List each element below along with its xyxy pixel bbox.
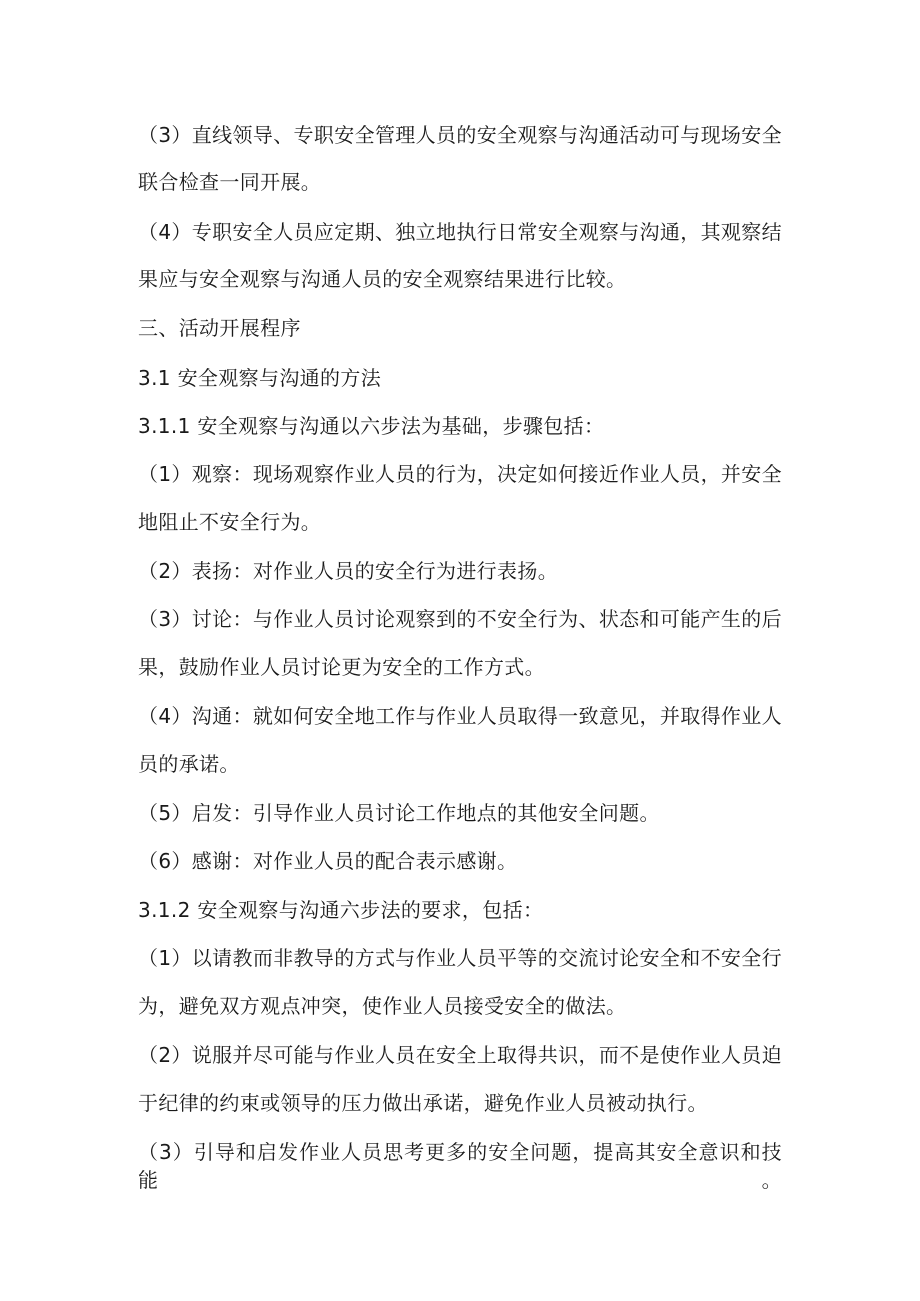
paragraph-line: 于纪律的约束或领导的压力做出承诺，避免作业人员被动执行。: [138, 1091, 708, 1115]
paragraph-line: （2）说服并尽可能与作业人员在安全上取得共识，而不是使作业人员迫: [138, 1043, 782, 1067]
paragraph-line: （2）表扬：对作业人员的安全行为进行表扬。: [138, 559, 559, 583]
paragraph-line: 果，鼓励作业人员讨论更为安全的工作方式。: [138, 655, 545, 679]
paragraph-line: 员的承诺。: [138, 752, 240, 776]
section-heading: 三、活动开展程序: [138, 316, 301, 340]
paragraph-line: （5）启发：引导作业人员讨论工作地点的其他安全问题。: [138, 801, 660, 825]
subsection-heading: 3.1 安全观察与沟通的方法: [138, 366, 382, 390]
paragraph-line: （3）直线领导、专职安全管理人员的安全观察与沟通活动可与现场安全: [138, 123, 782, 147]
paragraph-line: 联合检查一同开展。: [138, 170, 322, 194]
paragraph-line: （3）讨论：与作业人员讨论观察到的不安全行为、状态和可能产生的后: [138, 607, 782, 631]
paragraph-line: 为，避免双方观点冲突，使作业人员接受安全的做法。: [138, 994, 627, 1018]
paragraph-line: （4）沟通：就如何安全地工作与作业人员取得一致意见，并取得作业人: [138, 704, 782, 728]
paragraph-line: （4）专职安全人员应定期、独立地执行日常安全观察与沟通，其观察结: [138, 220, 782, 244]
subsection-heading: 3.1.1 安全观察与沟通以六步法为基础，步骤包括：: [138, 414, 605, 438]
paragraph-line: （6）感谢：对作业人员的配合表示感谢。: [138, 849, 518, 873]
subsection-heading: 3.1.2 安全观察与沟通六步法的要求，包括：: [138, 898, 544, 922]
paragraph-line: （3）引导和启发作业人员思考更多的安全问题，提高其安全意识和技能。: [138, 1140, 782, 1192]
paragraph-line: 果应与安全观察与沟通人员的安全观察结果进行比较。: [138, 267, 627, 291]
paragraph-line: （1）观察：现场观察作业人员的行为，决定如何接近作业人员，并安全: [138, 462, 782, 486]
paragraph-line: （1）以请教而非教导的方式与作业人员平等的交流讨论安全和不安全行: [138, 946, 782, 970]
paragraph-line: 地阻止不安全行为。: [138, 510, 322, 534]
